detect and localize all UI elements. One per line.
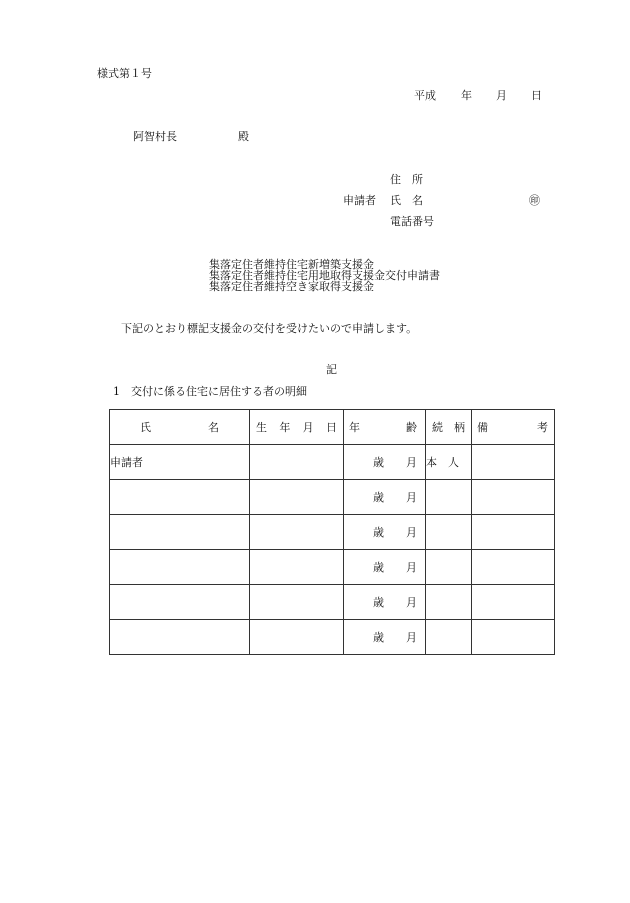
body-text: 下記のとおり標記支援金の交付を受けたいので申請します。 bbox=[121, 322, 418, 335]
table-header-row bbox=[110, 410, 555, 445]
name-cell[interactable] bbox=[110, 480, 250, 515]
birthdate-cell[interactable] bbox=[250, 480, 344, 515]
relation-cell[interactable] bbox=[426, 515, 472, 550]
section-heading: 1 交付に係る住宅に居住する者の明細 bbox=[113, 385, 307, 398]
remarks-cell[interactable] bbox=[472, 445, 555, 480]
title-line: 集落定住者維持住宅用地取得支援金交付申請書 bbox=[209, 269, 440, 282]
name-cell[interactable] bbox=[110, 585, 250, 620]
addressee-honorific: 殿 bbox=[238, 130, 249, 143]
remarks-cell[interactable] bbox=[472, 585, 555, 620]
header-age: 年 齢 bbox=[344, 410, 426, 445]
header-name: 氏 名 bbox=[110, 410, 250, 445]
date-day-label: 日 bbox=[531, 89, 542, 102]
relation-cell[interactable]: 本 人 bbox=[426, 445, 472, 480]
document-title bbox=[209, 259, 440, 292]
title-line: 集落定住者維持住宅新増築支援金 bbox=[209, 258, 374, 271]
age-cell[interactable]: 歳 月 bbox=[344, 515, 426, 550]
name-cell[interactable] bbox=[110, 620, 250, 655]
relation-cell[interactable] bbox=[426, 585, 472, 620]
resident-detail-table bbox=[109, 409, 555, 655]
relation-cell[interactable] bbox=[426, 620, 472, 655]
addressee-name: 阿智村長 bbox=[133, 130, 177, 143]
birthdate-cell[interactable] bbox=[250, 515, 344, 550]
birthdate-cell[interactable] bbox=[250, 445, 344, 480]
remarks-cell[interactable] bbox=[472, 550, 555, 585]
applicant-label: 申請者 bbox=[343, 194, 376, 207]
header-remarks: 備 考 bbox=[472, 410, 555, 445]
date-month-label: 月 bbox=[496, 89, 507, 102]
age-cell[interactable]: 歳 月 bbox=[344, 445, 426, 480]
date-year-label: 年 bbox=[461, 89, 472, 102]
seal-mark: ㊞ bbox=[529, 194, 540, 207]
table-row bbox=[110, 550, 555, 585]
form-number: 様式第１号 bbox=[97, 67, 152, 80]
header-birthdate: 生 年 月 日 bbox=[250, 410, 344, 445]
name-label: 氏 名 bbox=[390, 194, 423, 207]
header-relation: 続 柄 bbox=[426, 410, 472, 445]
remarks-cell[interactable] bbox=[472, 620, 555, 655]
phone-label: 電話番号 bbox=[390, 215, 434, 228]
table-row bbox=[110, 445, 555, 480]
age-cell[interactable]: 歳 月 bbox=[344, 585, 426, 620]
name-cell[interactable] bbox=[110, 515, 250, 550]
age-cell[interactable]: 歳 月 bbox=[344, 480, 426, 515]
age-cell[interactable]: 歳 月 bbox=[344, 550, 426, 585]
date-era: 平成 bbox=[414, 89, 436, 102]
relation-cell[interactable] bbox=[426, 480, 472, 515]
name-cell[interactable] bbox=[110, 550, 250, 585]
remarks-cell[interactable] bbox=[472, 515, 555, 550]
table-row bbox=[110, 620, 555, 655]
birthdate-cell[interactable] bbox=[250, 585, 344, 620]
name-cell[interactable]: 申請者 bbox=[110, 445, 250, 480]
table-row bbox=[110, 515, 555, 550]
table-row bbox=[110, 585, 555, 620]
ki-heading: 記 bbox=[326, 363, 337, 376]
birthdate-cell[interactable] bbox=[250, 620, 344, 655]
address-label: 住 所 bbox=[390, 173, 423, 186]
remarks-cell[interactable] bbox=[472, 480, 555, 515]
age-cell[interactable]: 歳 月 bbox=[344, 620, 426, 655]
relation-cell[interactable] bbox=[426, 550, 472, 585]
title-line: 集落定住者維持空き家取得支援金 bbox=[209, 280, 374, 293]
birthdate-cell[interactable] bbox=[250, 550, 344, 585]
table-row bbox=[110, 480, 555, 515]
